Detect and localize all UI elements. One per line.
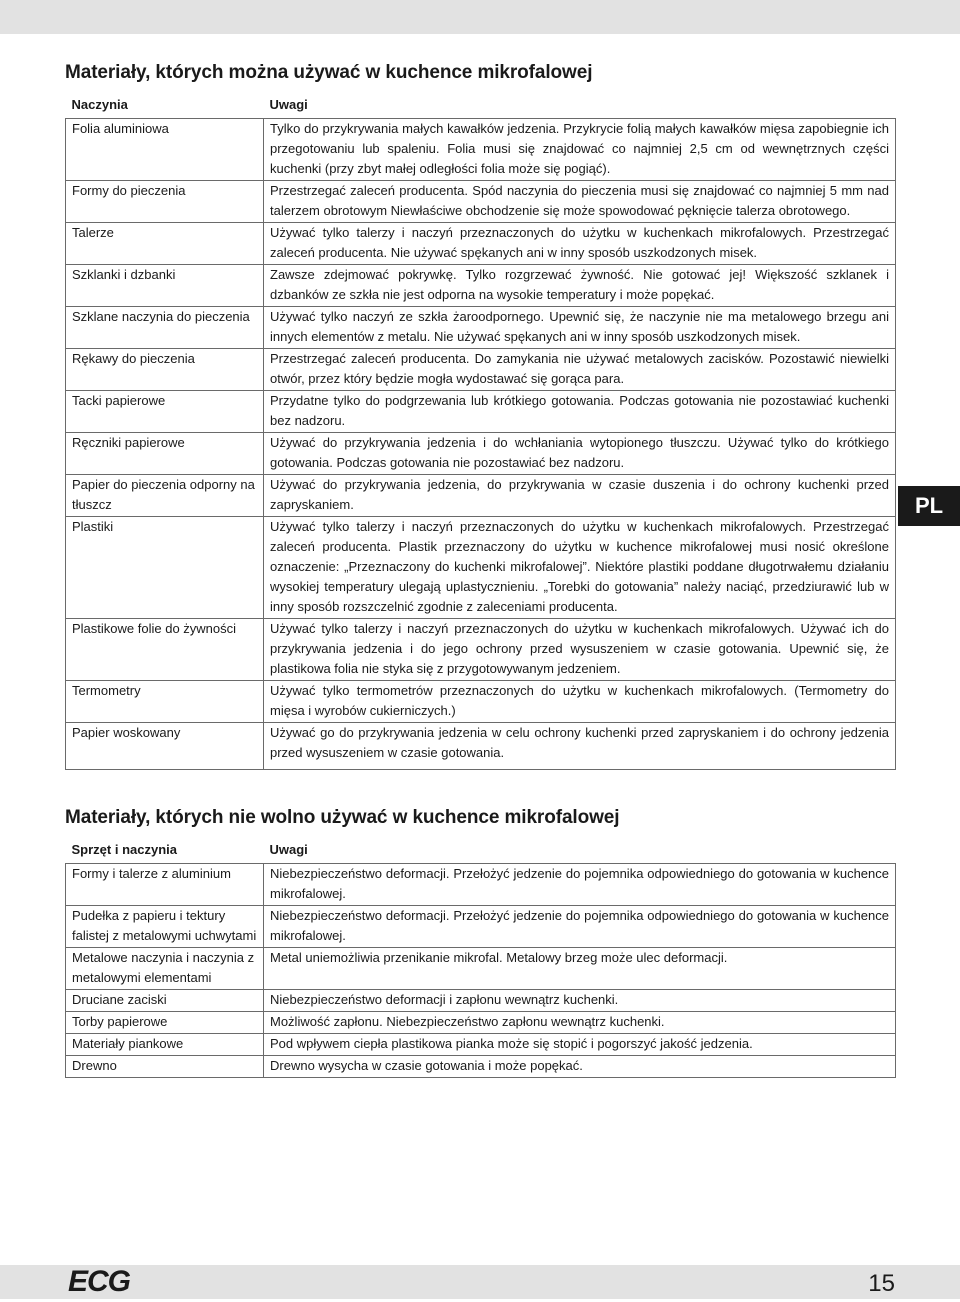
- table-row: [66, 906, 896, 948]
- note-cell: Używać do przykrywania jedzenia, do przykrywania w czasie duszenia i do ochrony kuchenki przed zapryskaniem.: [264, 475, 896, 517]
- column-header-notes: Uwagi: [269, 97, 308, 112]
- table-row: [66, 119, 896, 181]
- item-cell: Tacki papierowe: [66, 391, 264, 433]
- column-header-notes: Uwagi: [269, 842, 308, 857]
- note-cell: Przestrzegać zaleceń producenta. Do zamykania nie używać metalowych zacisków. Pozostawić niewielki otwór, przez który będzie mogła wydostawać się gorąca para.: [264, 349, 896, 391]
- language-tab: PL: [898, 486, 960, 526]
- item-cell: Formy do pieczenia: [66, 181, 264, 223]
- table-row: [66, 307, 896, 349]
- note-cell: Możliwość zapłonu. Niebezpieczeństwo zapłonu wewnątrz kuchenki.: [264, 1012, 896, 1034]
- section-title-forbidden: Materiały, których nie wolno używać w kuchence mikrofalowej: [65, 807, 620, 828]
- note-cell: Używać tylko talerzy i naczyń przeznaczonych do użytku w kuchenkach mikrofalowych. Przestrzegać zaleceń producenta. Plastik przeznaczony do użytku w kuchence mikrofalowej musi nosić określone oznaczenie: „Przeznaczony do kuchenki mikrofalowej”. Niektóre plastiki poddane długotrwałemu działaniu wysokiej temperatury ulegają uplastycznieniu. „Torebki do gotowania” należy naciąć, przedziurawić lub w inny sposób rozszczelnić zgodnie z zaleceniami producenta.: [264, 517, 896, 619]
- item-cell: Szklanki i dzbanki: [66, 265, 264, 307]
- table-row: [66, 1056, 896, 1078]
- footer-bar: [0, 1265, 960, 1299]
- item-cell: Folia aluminiowa: [66, 119, 264, 181]
- item-cell: Pudełka z papieru i tektury falistej z metalowymi uchwytami: [66, 906, 264, 948]
- table-row: [66, 948, 896, 990]
- table-row: [66, 391, 896, 433]
- item-cell: Metalowe naczynia i naczynia z metalowymi elementami: [66, 948, 264, 990]
- table-row: [66, 723, 896, 770]
- table-row: [66, 1034, 896, 1056]
- note-cell: Niebezpieczeństwo deformacji i zapłonu wewnątrz kuchenki.: [264, 990, 896, 1012]
- item-cell: Szklane naczynia do pieczenia: [66, 307, 264, 349]
- note-cell: Zawsze zdejmować pokrywkę. Tylko rozgrzewać żywność. Nie gotować jej! Większość szklanek i dzbanków ze szkła nie jest odporna na wysokie temperatury i może popękać.: [264, 265, 896, 307]
- note-cell: Używać tylko talerzy i naczyń przeznaczonych do użytku w kuchenkach mikrofalowych. Przestrzegać zaleceń producenta. Nie używać spękanych ani w inny sposób uszkodzonych misek.: [264, 223, 896, 265]
- table-row: [66, 990, 896, 1012]
- table-row: [66, 223, 896, 265]
- item-cell: Plastiki: [66, 517, 264, 619]
- column-header-item: Sprzęt i naczynia: [71, 842, 177, 857]
- item-cell: Talerze: [66, 223, 264, 265]
- page-number: 15: [868, 1270, 895, 1297]
- note-cell: Używać tylko termometrów przeznaczonych do użytku w kuchenkach mikrofalowych. (Termometry do mięsa i wyrobów cukierniczych.): [264, 681, 896, 723]
- note-cell: Przestrzegać zaleceń producenta. Spód naczynia do pieczenia musi się znajdować co najmniej 5 mm nad talerzem obrotowym Niewłaściwe obchodzenie się może spowodować pęknięcie talerza obrotowego.: [264, 181, 896, 223]
- item-cell: Plastikowe folie do żywności: [66, 619, 264, 681]
- table-row: [66, 1012, 896, 1034]
- item-cell: Termometry: [66, 681, 264, 723]
- note-cell: Używać go do przykrywania jedzenia w celu ochrony kuchenki przed zapryskaniem i do ochrony jedzenia przed wysuszeniem w czasie gotowania.: [264, 723, 896, 770]
- item-cell: Drewno: [66, 1056, 264, 1078]
- table-row: [66, 619, 896, 681]
- note-cell: Używać tylko talerzy i naczyń przeznaczonych do użytku w kuchenkach mikrofalowych. Używać ich do przykrywania jedzenia i do jego ochrony przed wysuszeniem w czasie gotowania. Upewnić się, że plastikowa folia nie styka się z przygotowywanym jedzeniem.: [264, 619, 896, 681]
- note-cell: Używać tylko naczyń ze szkła żaroodpornego. Upewnić się, że naczynie nie ma metalowego brzegu ani innych elementów z metalu. Nie używać spękanych ani w inny sposób uszkodzonych misek.: [264, 307, 896, 349]
- column-header-item: Naczynia: [71, 97, 128, 112]
- allowed-materials-table: [65, 96, 896, 770]
- item-cell: Papier woskowany: [66, 723, 264, 770]
- table-row: [66, 181, 896, 223]
- brand-logo: ECG: [68, 1265, 131, 1298]
- section-title-allowed: Materiały, których można używać w kuchence mikrofalowej: [65, 62, 593, 83]
- item-cell: Torby papierowe: [66, 1012, 264, 1034]
- table-row: [66, 681, 896, 723]
- top-bar: [0, 0, 960, 34]
- item-cell: Formy i talerze z aluminium: [66, 864, 264, 906]
- note-cell: Tylko do przykrywania małych kawałków jedzenia. Przykrycie folią małych kawałków mięsa zapobiegnie ich przegotowaniu lub spaleniu. Folia musi się znajdować co najmniej 2,5 cm od wewnętrznych części kuchenki (przy zbyt małej odległości folia może się pogiąć).: [264, 119, 896, 181]
- table-row: [66, 349, 896, 391]
- item-cell: Papier do pieczenia odporny na tłuszcz: [66, 475, 264, 517]
- forbidden-materials-table: [65, 841, 896, 1078]
- item-cell: Druciane zaciski: [66, 990, 264, 1012]
- table-row: [66, 475, 896, 517]
- table-row: [66, 864, 896, 906]
- item-cell: Materiały piankowe: [66, 1034, 264, 1056]
- item-cell: Ręczniki papierowe: [66, 433, 264, 475]
- note-cell: Niebezpieczeństwo deformacji. Przełożyć jedzenie do pojemnika odpowiedniego do gotowania w kuchence mikrofalowej.: [264, 864, 896, 906]
- table-row: [66, 517, 896, 619]
- note-cell: Metal uniemożliwia przenikanie mikrofal. Metalowy brzeg może ulec deformacji.: [264, 948, 896, 990]
- note-cell: Niebezpieczeństwo deformacji. Przełożyć jedzenie do pojemnika odpowiedniego do gotowania w kuchence mikrofalowej.: [264, 906, 896, 948]
- table-row: [66, 433, 896, 475]
- note-cell: Przydatne tylko do podgrzewania lub krótkiego gotowania. Podczas gotowania nie pozostawiać kuchenki bez nadzoru.: [264, 391, 896, 433]
- item-cell: Rękawy do pieczenia: [66, 349, 264, 391]
- note-cell: Drewno wysycha w czasie gotowania i może popękać.: [264, 1056, 896, 1078]
- note-cell: Używać do przykrywania jedzenia i do wchłaniania wytopionego tłuszczu. Używać tylko do krótkiego gotowania. Podczas gotowania nie pozostawiać bez nadzoru.: [264, 433, 896, 475]
- note-cell: Pod wpływem ciepła plastikowa pianka może się stopić i pogorszyć jakość jedzenia.: [264, 1034, 896, 1056]
- table-row: [66, 265, 896, 307]
